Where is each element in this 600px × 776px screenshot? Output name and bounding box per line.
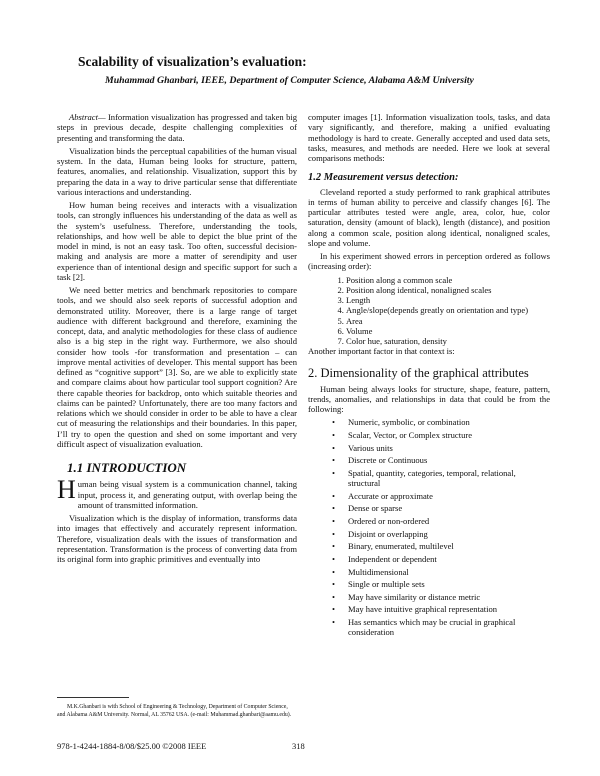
list-item: • Numeric, symbolic, or combination xyxy=(348,417,550,427)
list-item: 7. Color hue, saturation, density xyxy=(346,336,550,346)
intro-paragraph xyxy=(57,475,297,510)
paper-title: Scalability of visualization’s evaluation: xyxy=(78,54,307,69)
list-item: • Has semantics which may be crucial in graphical consideration xyxy=(348,617,550,638)
section-heading-introduction: 1.1 INTRODUCTION xyxy=(67,460,187,475)
list-item: • Spatial, quantity, categories, temporal, relational, structural xyxy=(348,468,550,489)
body-paragraph: computer images [1]. Information visualization tools, tasks, and data vary significantly, and therefore, making a unified evaluating methodology is hard to create. Generally accepted and used data sets, tasks, measures, and methods are needed. Here we look at several comparisons methods: xyxy=(308,112,550,163)
body-paragraph: In his experiment showed errors in perception ordered as follows (increasing order): xyxy=(308,251,550,272)
list-item: • Single or multiple sets xyxy=(348,579,550,589)
list-item: • Disjoint or overlapping xyxy=(348,529,550,539)
left-column xyxy=(57,112,297,567)
list-item: 1. Position along a common scale xyxy=(346,275,550,285)
list-item: • Multidimensional xyxy=(348,567,550,577)
abstract-paragraph xyxy=(57,112,297,143)
list-item: • Dense or sparse xyxy=(348,503,550,513)
author-line: Muhammad Ghanbari, IEEE, Department of Computer Science, Alabama A&M University xyxy=(105,75,474,86)
list-item: 2. Position along identical, nonaligned scales xyxy=(346,285,550,295)
list-item: • Accurate or approximate xyxy=(348,491,550,501)
abstract-text: Information visualization has progressed and taken big steps in previous decade, despite challenging complexities of presenting and transforming the data. xyxy=(57,112,297,143)
footnote-divider xyxy=(57,697,129,698)
body-paragraph: Visualization which is the display of information, transforms data into images that effectively and accurately represent information. Therefore, visualization deals with the issues of transformation and representation. Transformation is the process of converting data from its original form into graphic primitives and eventually into xyxy=(57,513,297,564)
perception-order-list xyxy=(308,275,550,347)
list-item: 5. Area xyxy=(346,316,550,326)
body-paragraph: Cleveland reported a study performed to rank graphical attributes in terms of human ability to perceive and classify changes [6]. The particular attributes tested were angle, area, color, hue, color saturation, density (amount of black), length (distance), and position along a common scale, position along identical, nonaligned scales, slope and volume. xyxy=(308,186,550,248)
list-item: • May have intuitive graphical representation xyxy=(348,604,550,614)
list-item: 3. Length xyxy=(346,295,550,305)
subsection-heading-measurement: 1.2 Measurement versus detection: xyxy=(308,172,459,184)
list-item: • Ordered or non-ordered xyxy=(348,516,550,526)
footnote: M.K.Ghanbari is with School of Engineering & Technology, Department of Computer Science, and Alabama A&M University. Normal, AL 35762 USA. (e-mail: Muhammad.ghanbari@aamu.edu). xyxy=(57,704,292,718)
list-item: • May have similarity or distance metric xyxy=(348,592,550,602)
list-item: • Discrete or Continuous xyxy=(348,455,550,465)
page-number: 318 xyxy=(292,741,305,751)
list-item: • Various units xyxy=(348,443,550,453)
right-column xyxy=(308,112,550,640)
list-item: • Scalar, Vector, or Complex structure xyxy=(348,430,550,440)
section-heading-dimensionality: 2. Dimensionality of the graphical attributes xyxy=(308,365,529,380)
list-item: 4. Angle/slope(depends greatly on orientation and type) xyxy=(346,305,550,315)
body-paragraph: Visualization binds the perceptual capabilities of the human visual system. In the data, Human being looks for structure, pattern, features, anomalies, and relationship. Visualization, support this by preparing the data in a way to drive particular sense that differentiate various interactions and understanding. xyxy=(57,145,297,197)
intro-text: uman being visual system is a communication channel, taking input, process it, and generating output, with overlap being the amount of transmitted information. xyxy=(77,479,297,510)
copyright-line: 978-1-4244-1884-8/08/$25.00 ©2008 IEEE xyxy=(57,741,207,751)
body-paragraph: Human being always looks for structure, shape, feature, pattern, trends, anomalies, and relationships in data that could be from the following: xyxy=(308,383,550,414)
drop-cap: H xyxy=(57,475,76,505)
abstract-label: Abstract— xyxy=(69,112,106,122)
list-item: 6. Volume xyxy=(346,326,550,336)
body-paragraph: How human being receives and interacts with a visualization tools, can strongly influences his understanding of the data as well as the system’s usefulness. Therefore, understanding the tools, relationships, and how well be able to depict the blue print of the model in mind, is not an easy task. Too often, successful decision-making and analysis are more a matter of serendipity and user experience than of intentional design and specific support for such a task [2]. xyxy=(57,200,297,282)
body-paragraph: Another important factor in that context is: xyxy=(308,346,455,357)
body-paragraph: We need better metrics and benchmark repositories to compare tools, and we should also seek reports of successful adoption and demonstrated utility. Moreover, there is a large range of target audience with different background and therefore, examining the concept, data, and analytic methodologies for these class of audience also is a big step in the right way. Furthermore, we also should consider how tools -for transformation and presentation – can improve mental activities of developer. This mental support has been defined as “cognitive support” [3]. So, are we able to explicitly state and compare claims about how particular tool support cognition? Are there capable theories for backdrop, onto which suitable theories and claims can be painted? Unfortunately, there are too many factors and relations which we should consider in order to be able to have a clear cut of measuring the relationships and their boundaries. In this paper, I’ll try to open the question and shed on some important and very difficult aspect of visualization evaluation. xyxy=(57,285,297,449)
list-item: • Binary, enumerated, multilevel xyxy=(348,541,550,551)
data-characteristics-list xyxy=(308,417,550,637)
list-item: • Independent or dependent xyxy=(348,554,550,564)
